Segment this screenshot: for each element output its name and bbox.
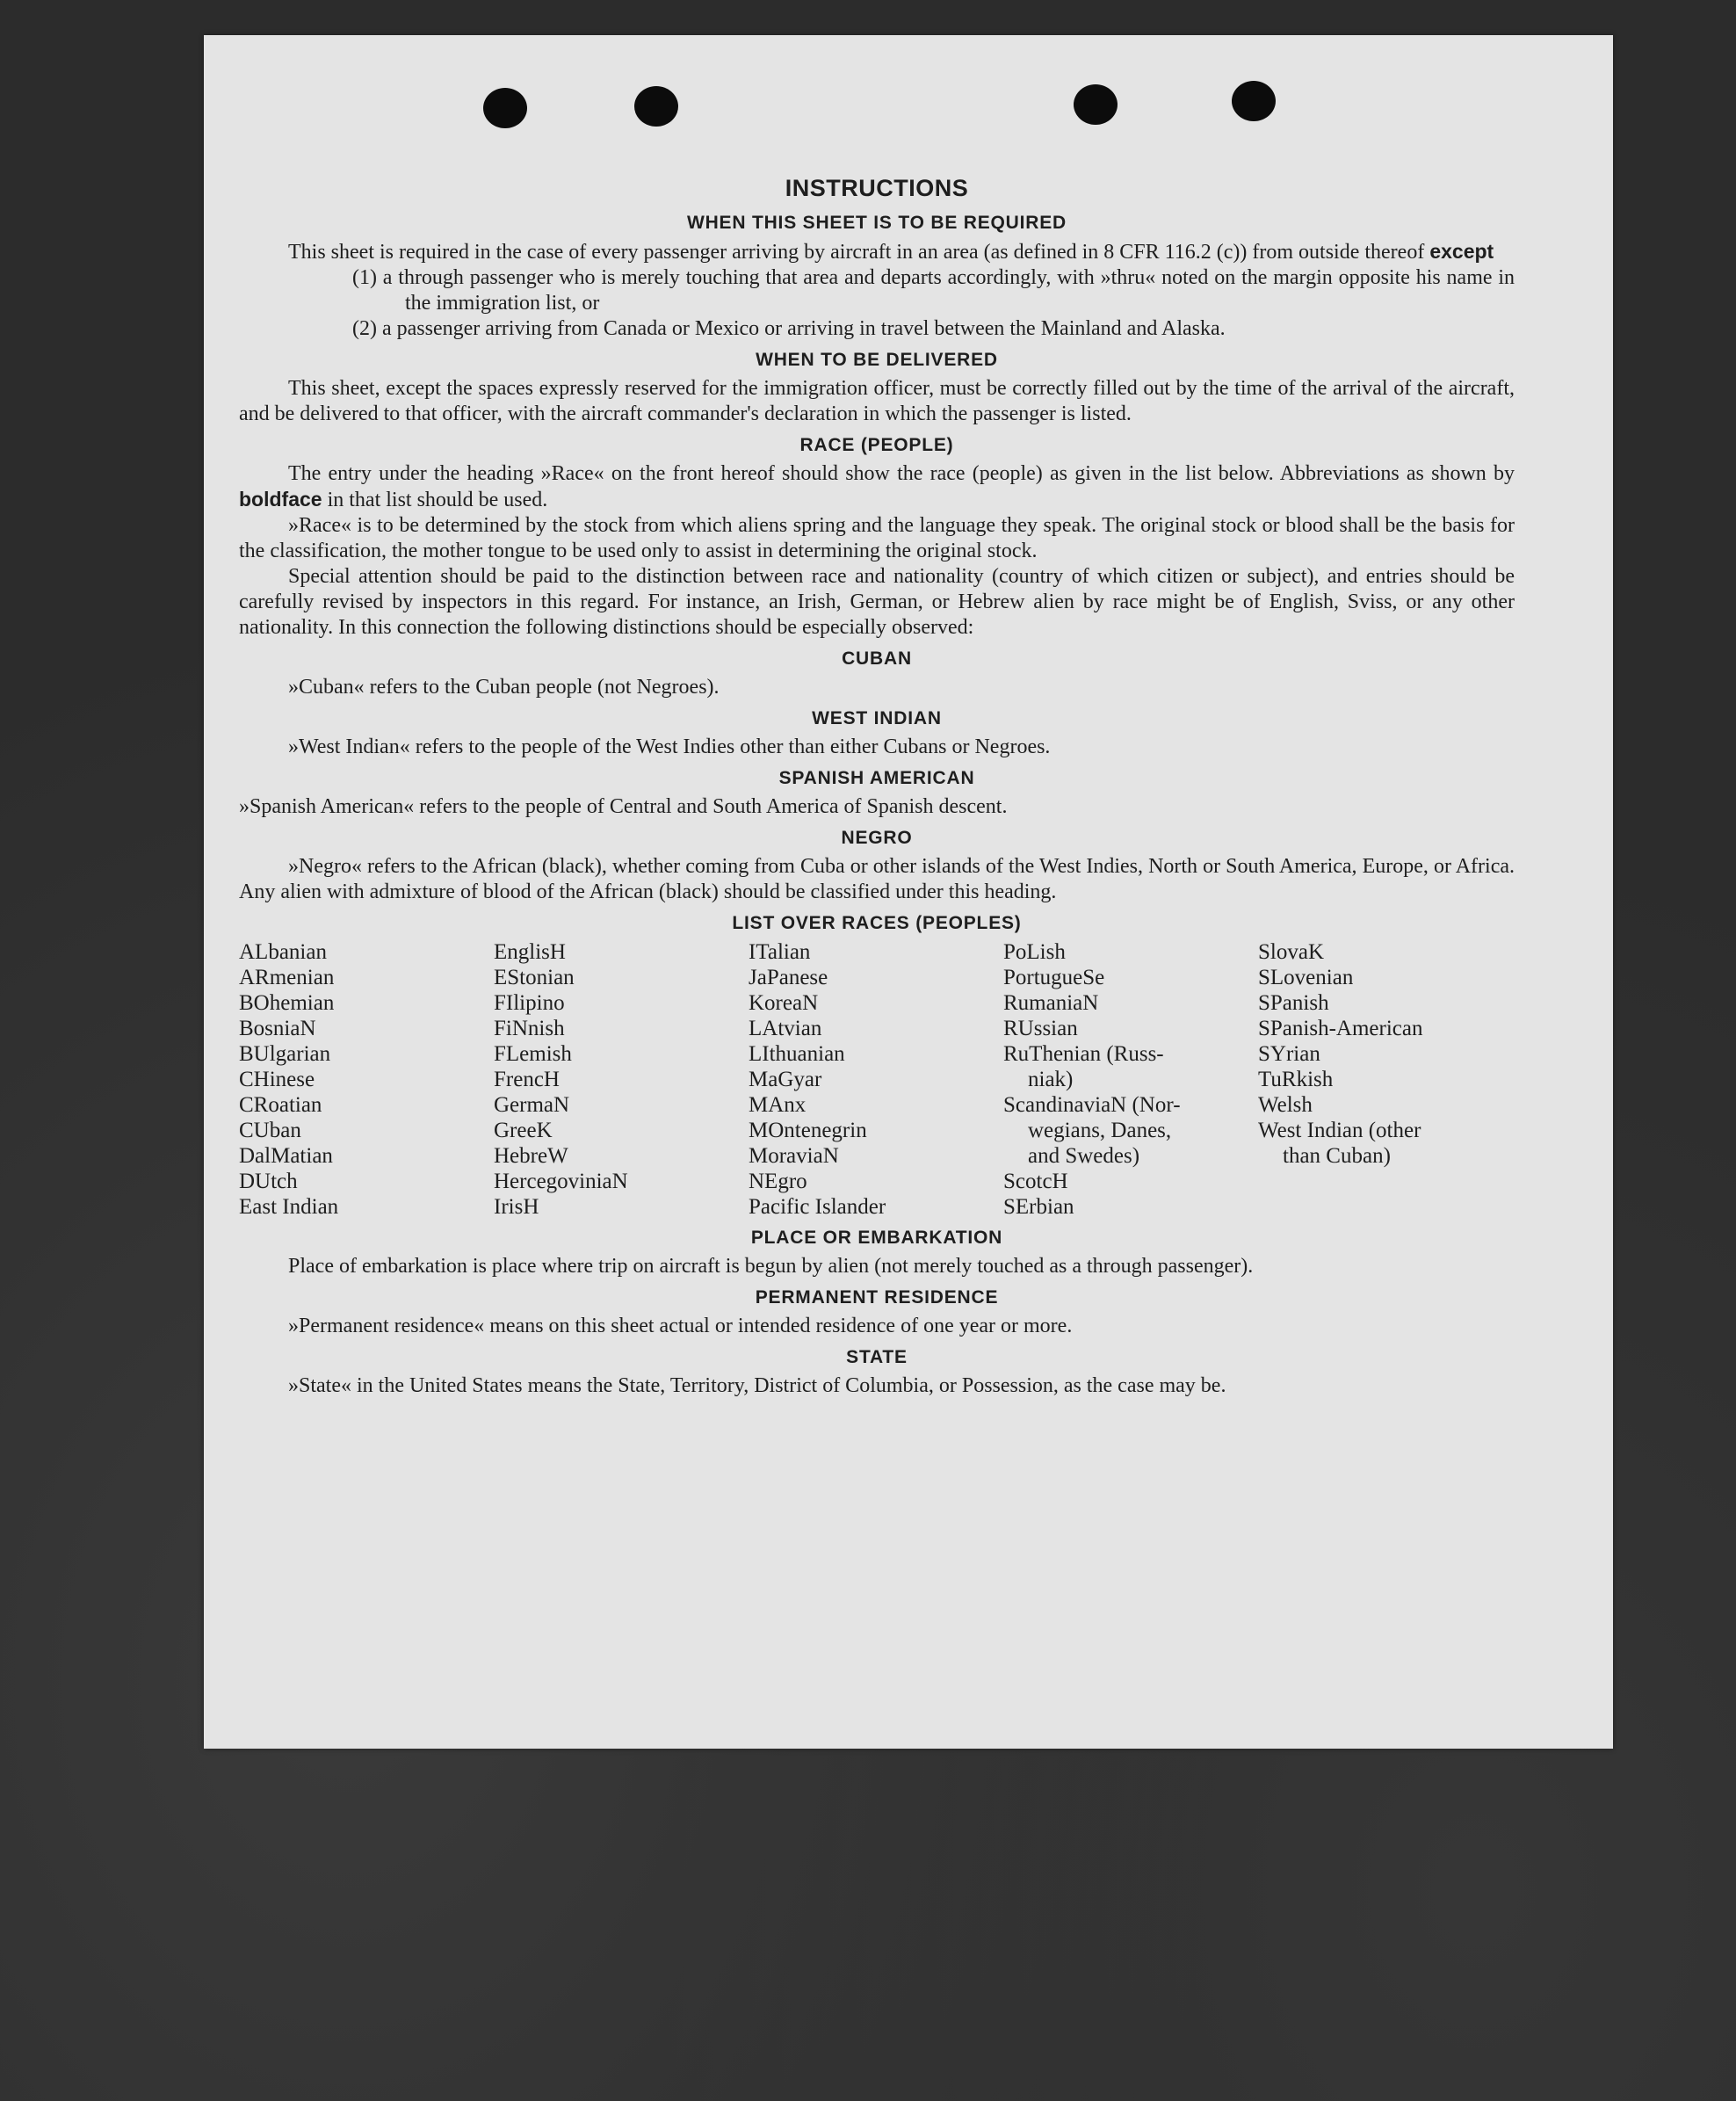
race-item: SPanish-American [1258, 1017, 1423, 1040]
race-item: SErbian [1003, 1195, 1074, 1219]
race-item: ARmenian [239, 966, 335, 989]
race-item: NEgro [749, 1170, 807, 1193]
race-paragraph-1: The entry under the heading »Race« on the front hereof should show the race (people) as given in the list below. Abbreviations as shown by boldface in that list should be used. [239, 462, 1515, 511]
boldface-word: boldface [239, 488, 322, 511]
race-column-5 [1258, 939, 1513, 1220]
race-item: SLovenian [1258, 966, 1354, 989]
race-item: PortugueSe [1003, 966, 1105, 989]
heading-when-required: WHEN THIS SHEET IS TO BE REQUIRED [686, 213, 1067, 233]
heading-cuban: CUBAN [842, 648, 912, 669]
race-item: DalMatian [239, 1144, 333, 1168]
race-item-continued: and Swedes) [1028, 1144, 1140, 1168]
heading-race: RACE (PEOPLE) [799, 435, 954, 455]
race-item: ScandinaviaN (Nor- [1003, 1093, 1181, 1117]
race-item: ScotcH [1003, 1170, 1068, 1193]
race-item-continued: wegians, Danes, [1028, 1119, 1172, 1142]
race-item: FLemish [494, 1042, 572, 1066]
race-column-4 [1003, 939, 1258, 1220]
race-item: RumaniaN [1003, 991, 1099, 1015]
race-item: KoreaN [749, 991, 819, 1015]
race-item-continued: than Cuban) [1283, 1144, 1391, 1168]
race-item: LAtvian [749, 1017, 822, 1040]
race-item: West Indian (other [1258, 1119, 1421, 1142]
spanish-american-text: »Spanish American« refers to the people of Central and South America of Spanish descent. [239, 795, 1008, 818]
heading-race-list: LIST OVER RACES (PEOPLES) [732, 913, 1022, 933]
punch-hole [483, 88, 527, 128]
heading-permanent-residence: PERMANENT RESIDENCE [755, 1287, 999, 1308]
race-item: CRoatian [239, 1093, 322, 1117]
race-item: FrencH [494, 1068, 560, 1091]
punch-hole [1074, 84, 1118, 125]
race-item: EnglisH [494, 940, 566, 964]
page-title: INSTRUCTIONS [785, 175, 969, 201]
heading-west-indian: WEST INDIAN [812, 708, 942, 728]
race-item: SlovaK [1258, 940, 1324, 964]
race-item: HercegoviniaN [494, 1170, 628, 1193]
race-item: CUban [239, 1119, 301, 1142]
when-required-intro: This sheet is required in the case of every passenger arriving by aircraft in an area (as defined in 8 CFR 116.2 (c)) from outside thereof except [288, 240, 1494, 264]
heading-spanish-american: SPANISH AMERICAN [778, 768, 975, 788]
race-item: IrisH [494, 1195, 539, 1219]
race-item: ITalian [749, 940, 811, 964]
race-item: BosniaN [239, 1017, 316, 1040]
exception-item-2: (2) a passenger arriving from Canada or Mexico or arriving in travel between the Mainland and Alaska. [352, 317, 1226, 340]
race-item: BOhemian [239, 991, 335, 1015]
race-column-1 [239, 939, 494, 1220]
heading-state: STATE [846, 1347, 908, 1367]
punch-hole [1232, 81, 1276, 121]
race-column-3 [749, 939, 1003, 1220]
heading-negro: NEGRO [841, 828, 913, 848]
permanent-residence-text: »Permanent residence« means on this sheet actual or intended residence of one year or more. [288, 1315, 1073, 1337]
race-item: FiNnish [494, 1017, 565, 1040]
west-indian-text: »West Indian« refers to the people of the West Indies other than either Cubans or Negroes. [288, 735, 1051, 758]
race-item: PoLish [1003, 940, 1066, 964]
state-text: »State« in the United States means the State, Territory, District of Columbia, or Possession, as the case may be. [288, 1374, 1226, 1397]
exception-item-1: (1) a through passenger who is merely touching that area and departs accordingly, with »thru« noted on the margin opposite his name in the immigration list, or [352, 266, 1515, 315]
race-item: LIthuanian [749, 1042, 845, 1066]
race-item: GermaN [494, 1093, 570, 1117]
race-item: GreeK [494, 1119, 553, 1142]
race-item: MoraviaN [749, 1144, 839, 1168]
race-item: SPanish [1258, 991, 1329, 1015]
negro-text: »Negro« refers to the African (black), whether coming from Cuba or other islands of the West Indies, North or South America, Europe, or Africa. Any alien with admixture of blood of the African (black) should be classified under this heading. [239, 855, 1515, 903]
race-item: Pacific Islander [749, 1195, 886, 1219]
race-paragraph-3: Special attention should be paid to the distinction between race and nationality (country of which citizen or subject), and entries should be carefully revised by inspectors in this regard. For instance, an Irish, German, or Hebrew alien by race might be of English, Sviss, or any other nationality. In this connection the following distinctions should be especially observed: [239, 565, 1515, 639]
race-item: SYrian [1258, 1042, 1320, 1066]
race-item: RuThenian (Russ- [1003, 1042, 1164, 1066]
race-item: CHinese [239, 1068, 315, 1091]
race-item: JaPanese [749, 966, 828, 989]
race-paragraph-2: »Race« is to be determined by the stock from which aliens spring and the language they speak. The original stock or blood shall be the basis for the classification, the mother tongue to be used only to assist in determining the original stock. [239, 514, 1515, 562]
instructions-body [239, 139, 1515, 1399]
race-list [239, 939, 1515, 1220]
race-item: East Indian [239, 1195, 339, 1219]
document-page [204, 35, 1613, 1749]
heading-embarkation: PLACE OR EMBARKATION [750, 1228, 1003, 1248]
race-item: TuRkish [1258, 1068, 1334, 1091]
race-item-continued: niak) [1028, 1068, 1074, 1091]
race-item: FIlipino [494, 991, 565, 1015]
race-item: DUtch [239, 1170, 298, 1193]
cuban-text: »Cuban« refers to the Cuban people (not Negroes). [288, 676, 720, 699]
race-item: MAnx [749, 1093, 807, 1117]
when-delivered-text: This sheet, except the spaces expressly reserved for the immigration officer, must be correctly filled out by the time of the arrival of the aircraft, and be delivered to that officer, with the aircraft commander's declaration in which the passenger is listed. [239, 377, 1515, 425]
heading-when-delivered: WHEN TO BE DELIVERED [756, 350, 998, 370]
race-column-2 [494, 939, 749, 1220]
race-item: Welsh [1258, 1093, 1313, 1117]
embarkation-text: Place of embarkation is place where trip on aircraft is begun by alien (not merely touched as a through passenger). [288, 1255, 1254, 1278]
race-item: EStonian [494, 966, 575, 989]
race-item: HebreW [494, 1144, 568, 1168]
race-item: ALbanian [239, 940, 327, 964]
punch-hole [634, 86, 678, 127]
race-item: MOntenegrin [749, 1119, 867, 1142]
except-bold: except [1429, 240, 1494, 263]
race-item: MaGyar [749, 1068, 822, 1091]
race-item: RUssian [1003, 1017, 1078, 1040]
race-item: BUlgarian [239, 1042, 331, 1066]
